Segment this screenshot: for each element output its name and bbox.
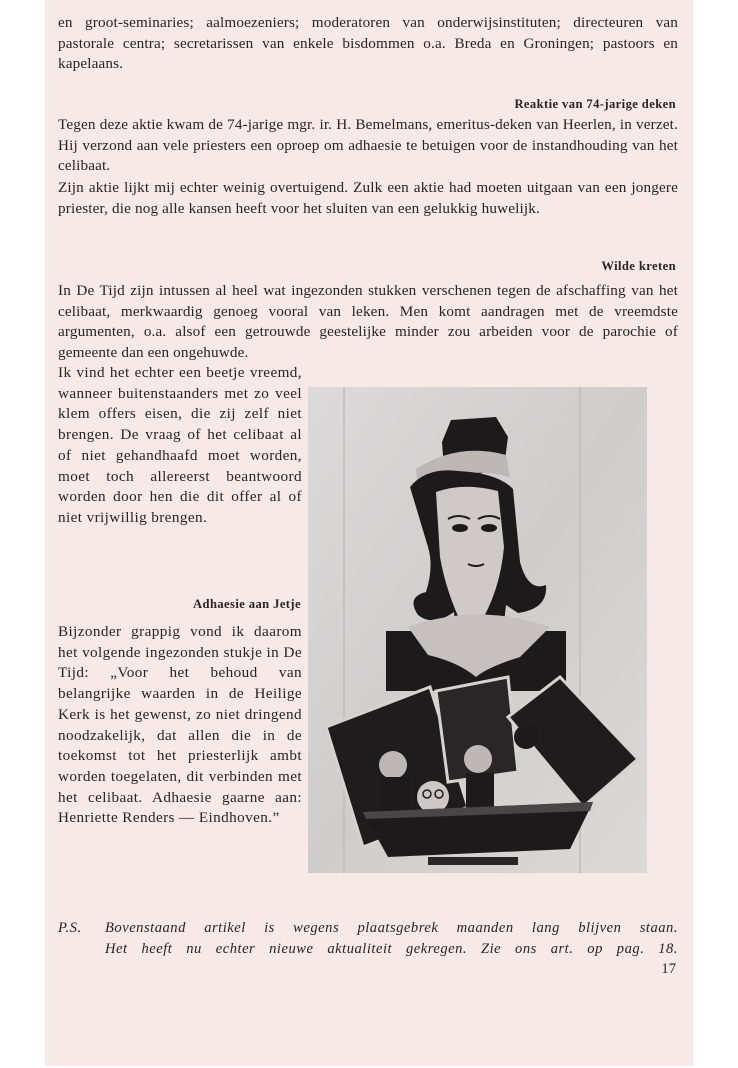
- column-paragraph: Ik vind het echter een beetje vreemd, wanneer buitenstaanders met zo veel klem offers eisen, die zij zelf niet brengen. De vraag of het celibaat al of niet gehandhaafd moet worden, moet toch allereerst beantwoord worden door hen die dit offer al of niet vrijwillig brengen.: [58, 364, 302, 526]
- body-paragraph: Tegen deze aktie kwam de 74-jarige mgr. ir. H. Bemelmans, emeritus-deken van Heerlen, in verzet. Hij verzond aan vele priesters een oproep om adhaesie te betuigen voor de instandhouding van het celibaat.: [58, 116, 678, 175]
- section-heading-wilde-kreten: Wilde kreten: [601, 259, 676, 273]
- postscript-label: P.S.: [58, 920, 82, 936]
- intro-paragraph: en groot-seminaries; aalmoezeniers; moderatoren van onderwijsinstituten; directeuren van pastorale centra; secretarissen van enkele bisdommen o.a. Breda en Groningen; pastoors en kapelaans.: [58, 14, 678, 73]
- page-number: 17: [661, 961, 676, 977]
- doll-photo: [308, 387, 647, 873]
- doll-collar: [386, 615, 566, 692]
- body-paragraph: In De Tijd zijn intussen al heel wat ingezonden stukken verschenen tegen de afschaffing van het celibaat, merkwaardig genoeg vooral van leken. Men komt aandragen met de vreemdste argumenten, o.a. alsof een getrouwde geestelijke minder zou arbeiden voor de parochie of gemeente dan een ongehuwde.: [58, 282, 678, 361]
- body-paragraph: Zijn aktie lijkt mij echter weinig overtuigend. Zulk een aktie had moeten uitgaan van een jongere priester, die nog alle kansen heeft voor het sluiten van een gelukkig huwelijk.: [58, 179, 678, 217]
- postscript-line: Het heeft nu echter nieuwe aktualiteit gekregen. Zie ons art. op pag. 18.: [105, 941, 678, 957]
- doll-photo-illustration: [308, 387, 647, 873]
- document-page: [45, 0, 693, 1066]
- section-heading-reaktie: Reaktie van 74-jarige deken: [514, 97, 676, 111]
- column-paragraph: Bijzonder grappig vond ik daarom het volgende ingezonden stukje in De Tijd: „Voor het behoud van belangrijke waarden in de Heilige Kerk is het gewenst, zo niet dringend noodzakelijk, dat allen die in de toekomst tot het priesterlijk ambt worden toegelaten, dit verbinden met het celibaat. Adhaesie gaarne aan: Henriette Renders — Eindhoven.”: [58, 623, 302, 827]
- section-heading-adhaesie: Adhaesie aan Jetje: [193, 597, 301, 611]
- postscript-line: Bovenstaand artikel is wegens plaatsgebrek maanden lang blijven staan.: [105, 920, 678, 936]
